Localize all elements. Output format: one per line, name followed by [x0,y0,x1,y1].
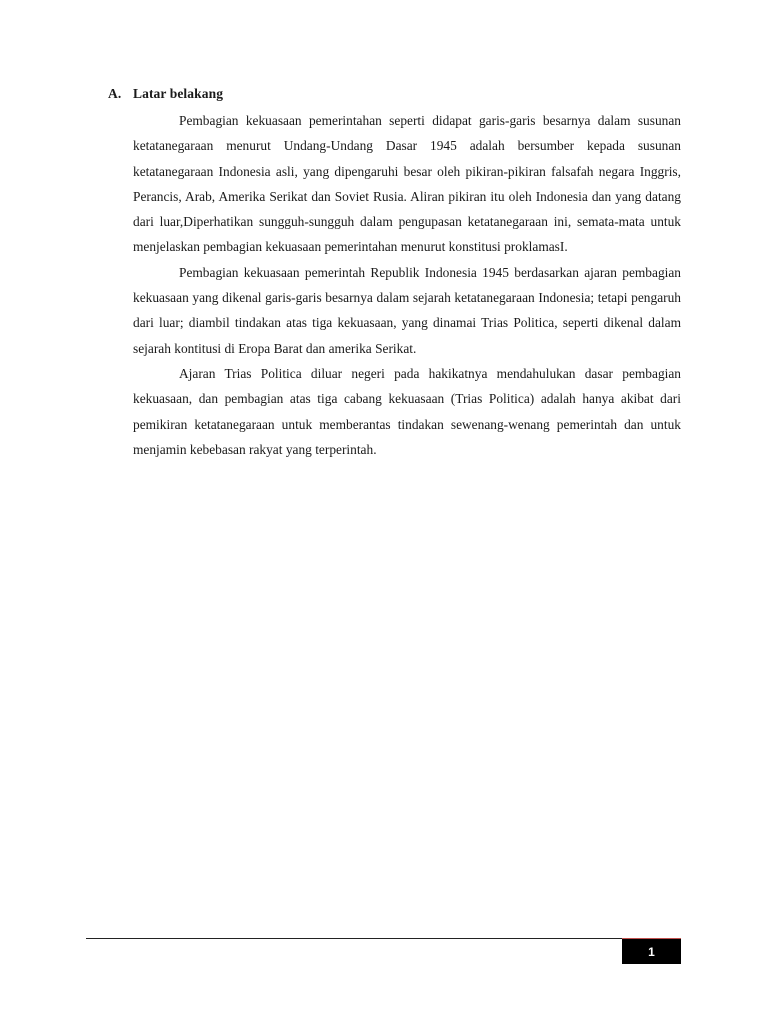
section-heading [108,86,223,102]
paragraph-3: Ajaran Trias Politica diluar negeri pada hakikatnya mendahulukan dasar pembagian kekuasaan, dan pembagian atas tiga cabang kekuasaan (Trias Politica) adalah hanya akibat dari pemikiran ketatanegaraan untuk memberantas tindakan sewenang-wenang pemerintah dan untuk menjamin kebebasan rakyat yang terperintah. [133,365,681,457]
footer-rule [86,938,681,939]
section-title: Latar belakang [133,86,224,101]
body-text [133,108,681,462]
page-number: 1 [648,944,655,959]
section-letter: A. [108,86,122,101]
paragraph-2: Pembagian kekuasaan pemerintah Republik Indonesia 1945 berdasarkan ajaran pembagian kekuasaan yang dikenal garis-garis besarnya dalam sejarah ketatanegaraan Indonesia; tetapi pengaruh dari luar; diambil tindakan atas tiga kekuasaan, yang dinamai Trias Politica, seperti dikenal dalam sejarah kontitusi di Eropa Barat dan amerika Serikat. [133,264,681,356]
page-number-badge [622,938,681,964]
paragraph-1: Pembagian kekuasaan pemerintahan seperti didapat garis-garis besarnya dalam susunan ketatanegaraan menurut Undang-Undang Dasar 1945 adalah bersumber kepada susunan ketatanegaraan Indonesia asli, yang dipengaruhi besar oleh pikiran-pikiran falsafah negara Inggris, Perancis, Arab, Amerika Serikat dan Soviet Rusia. Aliran pikiran itu oleh Indonesia dan yang datang dari luar,Diperhatikan sungguh-sungguh dalam pengupasan ketatanegaraan ini, semata-mata untuk menjelaskan pembagian kekuasaan pemerintahan menurut konstitusi proklamasI. [133,113,681,255]
